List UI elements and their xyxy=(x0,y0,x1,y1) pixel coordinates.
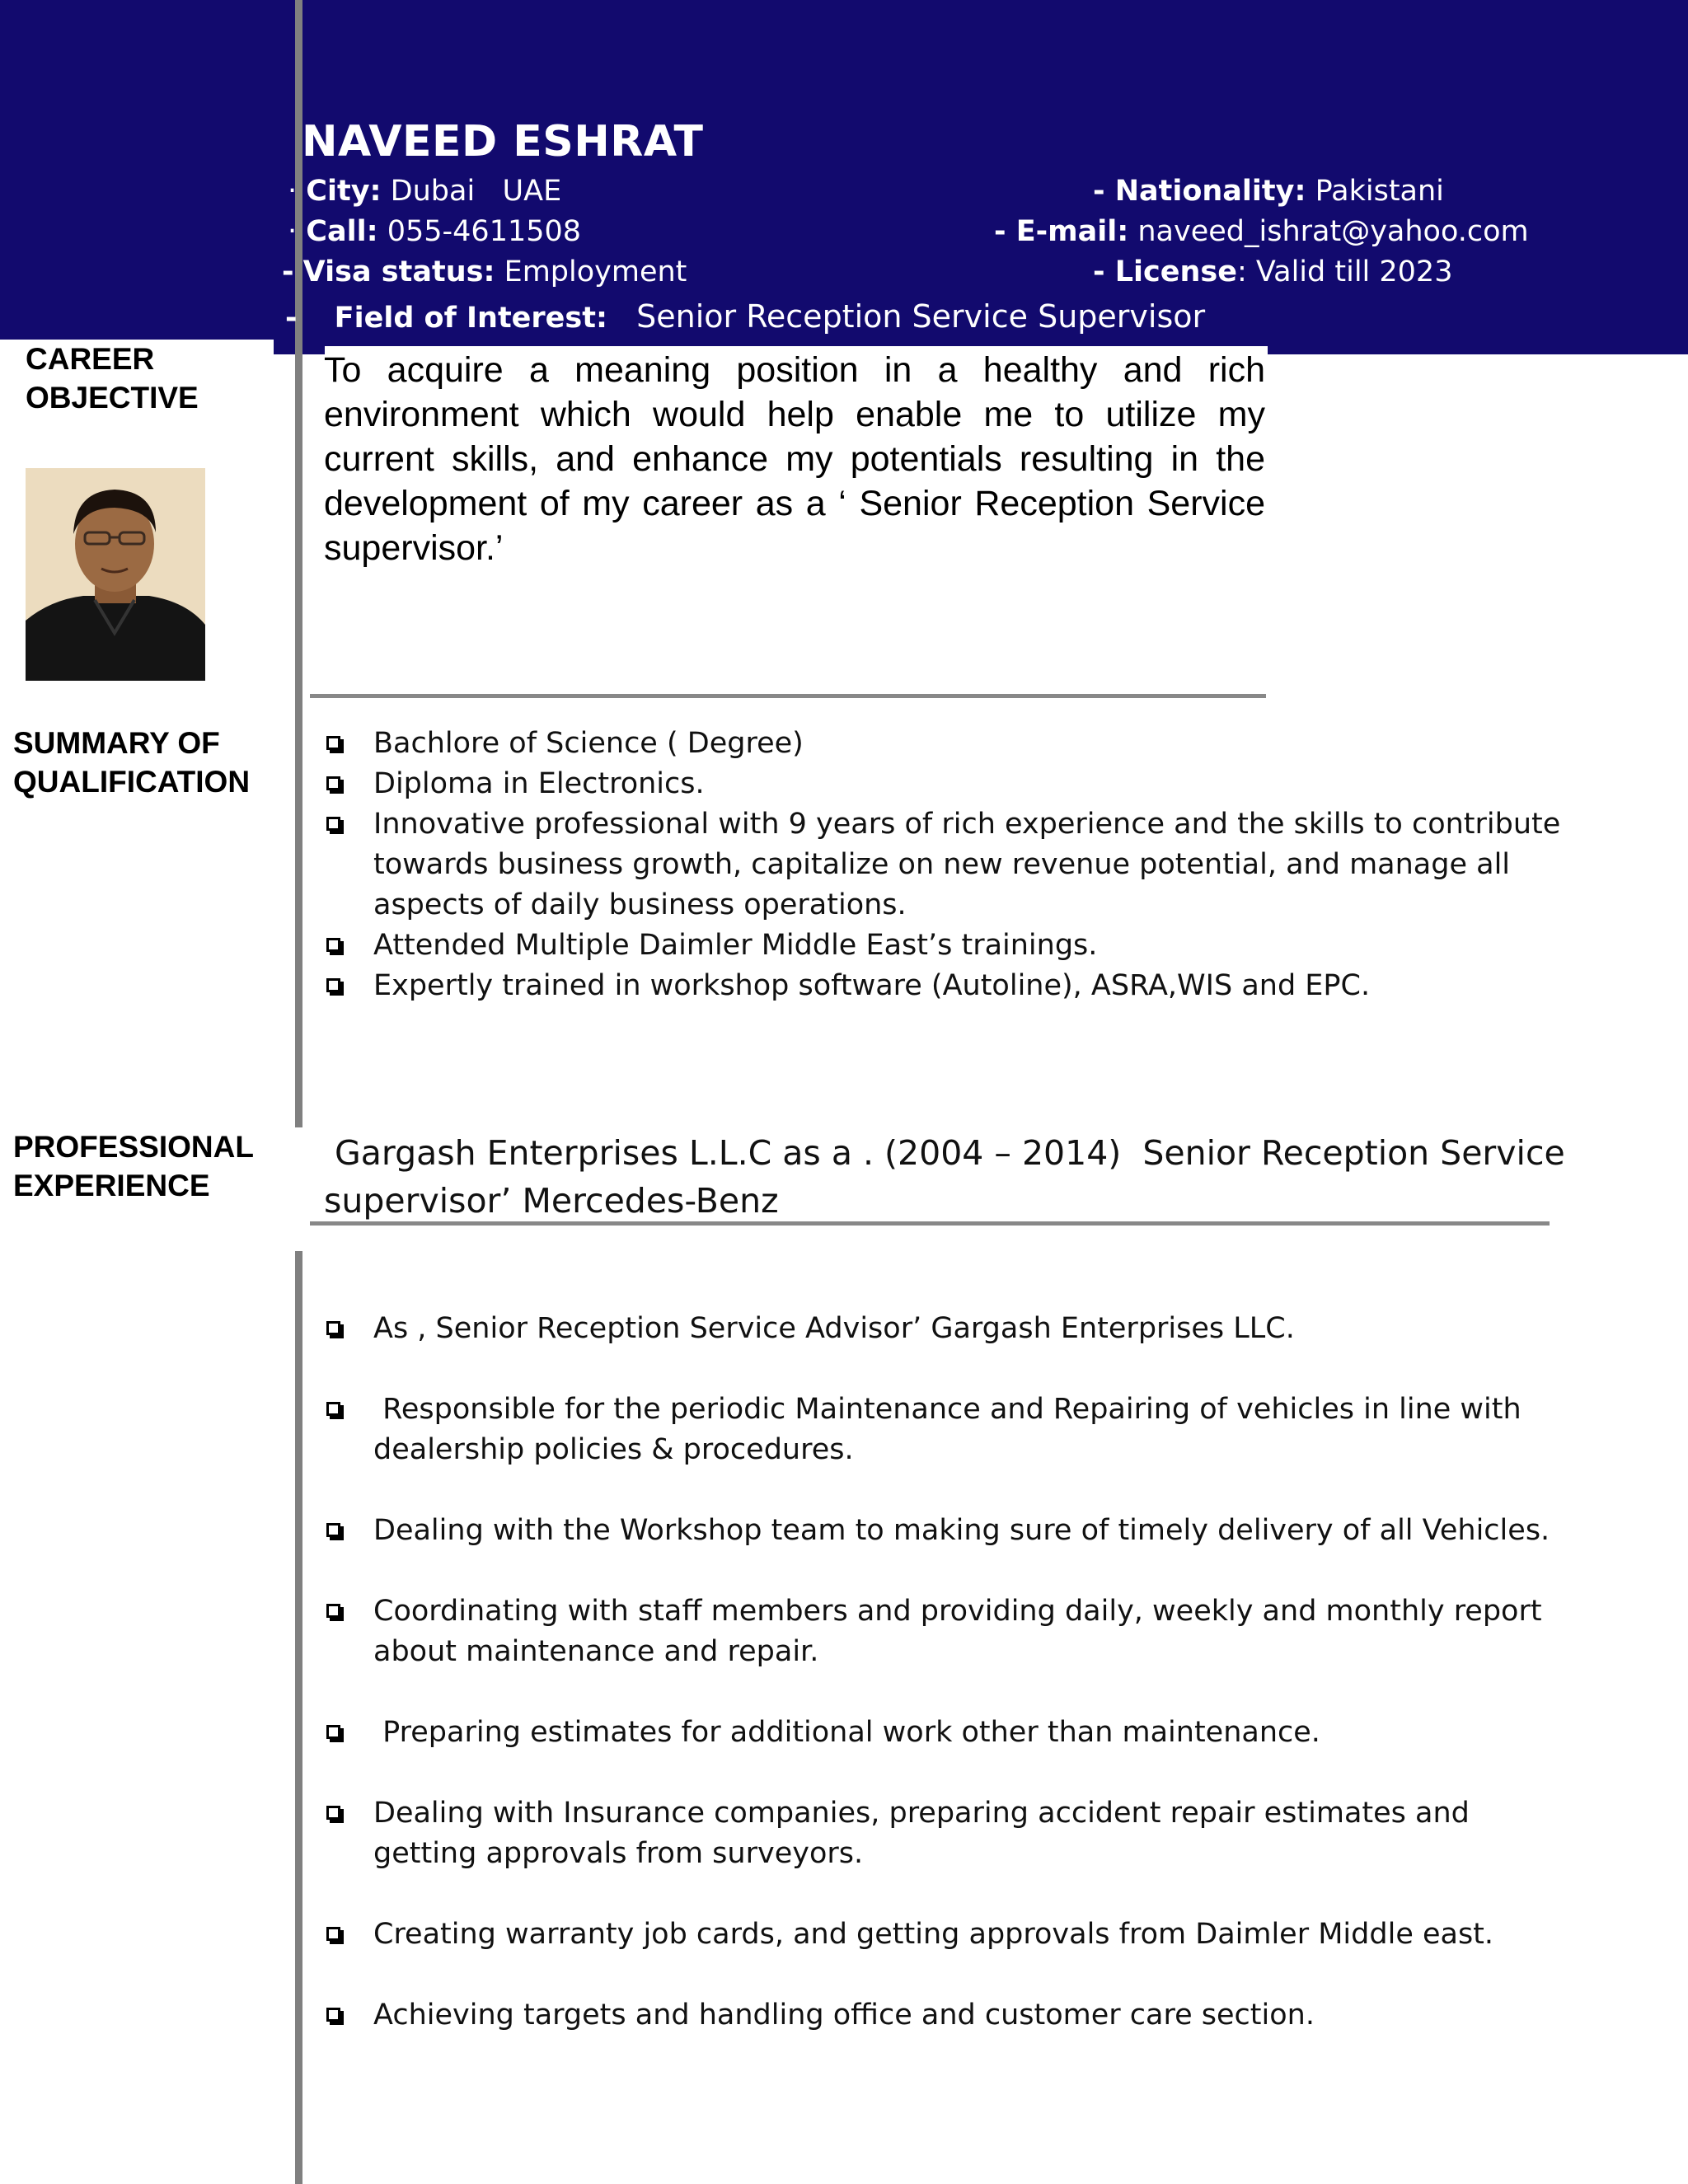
checkbox-bullet-icon xyxy=(326,1402,340,1416)
experience-heading: PROFESSIONAL EXPERIENCE xyxy=(13,1130,254,1202)
checkbox-bullet-icon xyxy=(326,1604,340,1618)
profile-photo-figure xyxy=(26,468,205,681)
license-row xyxy=(1093,255,1452,288)
city-label: City: xyxy=(306,175,382,208)
candidate-name: NAVEED ESHRAT xyxy=(302,117,704,166)
visa-label: Visa status: xyxy=(302,255,495,288)
city-value: Dubai UAE xyxy=(390,175,562,208)
interest-row: - Field of Interest: Senior Reception Service Supervisor xyxy=(285,298,1206,335)
nationality-label: - Nationality: xyxy=(1093,175,1306,208)
call-label: Call: xyxy=(306,215,378,248)
call-value: 055-4611508 xyxy=(387,215,582,248)
list-item: Diploma in Electronics. xyxy=(323,764,1576,804)
checkbox-bullet-icon xyxy=(326,1523,340,1537)
license-label: - License xyxy=(1093,255,1237,288)
list-item: Coordinating with staff members and providing daily, weekly and monthly report about maintenance and repair. xyxy=(323,1591,1576,1672)
email-label: - E-mail: xyxy=(994,215,1129,248)
vertical-rule-bottom xyxy=(295,1251,302,2184)
career-objective-heading: CAREER OBJECTIVE xyxy=(26,342,199,415)
checkbox-bullet-icon xyxy=(326,1321,340,1335)
duties-list xyxy=(323,1309,1576,2036)
list-item: Innovative professional with 9 years of rich experience and the skills to contribute towards business growth, capitalize on new revenue potential, and manage all aspects of daily business operations. xyxy=(323,804,1576,926)
list-item: As , Senior Reception Service Advisor’ Gargash Enterprises LLC. xyxy=(323,1309,1576,1349)
visa-row: - Visa status: Employment xyxy=(282,255,687,288)
checkbox-bullet-icon xyxy=(326,978,340,992)
experience-divider xyxy=(310,1221,1550,1226)
checkbox-bullet-icon xyxy=(326,736,340,750)
profile-photo xyxy=(26,468,205,681)
list-item: Expertly trained in workshop software (Autoline), ASRA,WIS and EPC. xyxy=(323,966,1576,1006)
nationality-value: Pakistani xyxy=(1315,175,1444,208)
objective-text: To acquire a meaning position in a healthy and rich environment which would help enable me to utilize my current skills, and enhance my potentials resulting in the development of my career as a ‘ Senior Reception Service supervisor.’ xyxy=(324,350,1265,568)
list-item: Dealing with Insurance companies, preparing accident repair estimates and getting approvals from surveyors. xyxy=(323,1793,1576,1874)
interest-value: Senior Reception Service Supervisor xyxy=(636,298,1206,335)
list-item: Bachlore of Science ( Degree) xyxy=(323,724,1576,764)
checkbox-bullet-icon xyxy=(326,817,340,831)
list-item: Responsible for the periodic Maintenance and Repairing of vehicles in line with dealership policies & procedures. xyxy=(323,1390,1576,1470)
list-item: Creating warranty job cards, and getting approvals from Daimler Middle east. xyxy=(323,1915,1576,1955)
interest-label: Field of Interest: xyxy=(334,302,607,335)
company-title: Gargash Enterprises L.L.C as a . (2004 – 2014) Senior Reception Service supervisor’ Mercedes-Benz xyxy=(324,1133,1565,1221)
city-row: · City: Dubai UAE xyxy=(288,175,562,208)
email-row xyxy=(994,215,1529,248)
summary-heading: SUMMARY OF QUALIFICATION xyxy=(13,726,251,799)
list-item: Attended Multiple Daimler Middle East’s trainings. xyxy=(323,926,1576,966)
call-row: · Call: 055-4611508 xyxy=(288,215,582,248)
visa-value: Employment xyxy=(504,255,687,288)
checkbox-bullet-icon xyxy=(326,2008,340,2022)
vertical-rule-top xyxy=(295,0,302,1127)
email-value[interactable]: naveed_ishrat@yahoo.com xyxy=(1137,215,1529,248)
nationality-row xyxy=(1093,175,1444,208)
checkbox-bullet-icon xyxy=(326,938,340,952)
objective-divider xyxy=(310,694,1266,698)
checkbox-bullet-icon xyxy=(326,776,340,790)
checkbox-bullet-icon xyxy=(326,1927,340,1941)
checkbox-bullet-icon xyxy=(326,1806,340,1820)
checkbox-bullet-icon xyxy=(326,1725,340,1739)
list-item: Preparing estimates for additional work other than maintenance. xyxy=(323,1713,1576,1753)
license-value: : Valid till 2023 xyxy=(1236,255,1453,288)
list-item: Achieving targets and handling office and customer care section. xyxy=(323,1995,1576,2036)
list-item: Dealing with the Workshop team to making sure of timely delivery of all Vehicles. xyxy=(323,1511,1576,1551)
qualification-list xyxy=(323,724,1576,1006)
